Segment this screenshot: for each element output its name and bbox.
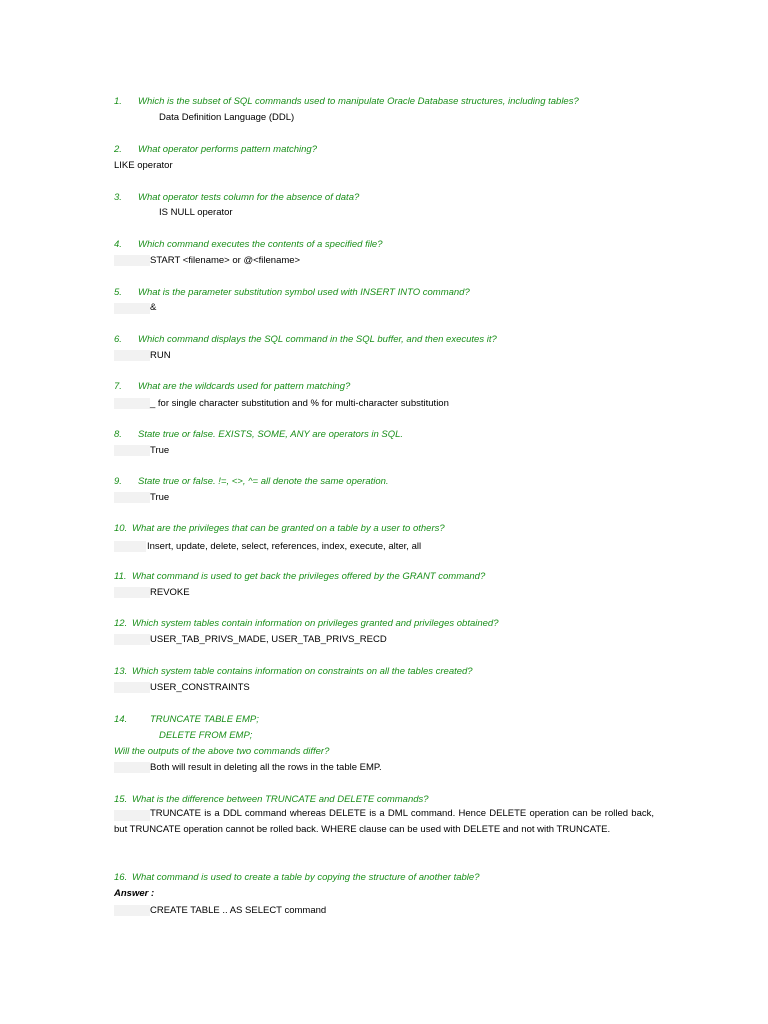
question-15: 15. What is the difference between TRUNCATE and DELETE commands?	[114, 794, 429, 805]
answer-12: USER_TAB_PRIVS_MADE, USER_TAB_PRIVS_RECD	[150, 634, 387, 645]
answer-10: Insert, update, delete, select, references, index, execute, alter, all	[147, 541, 422, 552]
shaded-indent	[114, 303, 150, 314]
question-1: 1. Which is the subset of SQL commands used to manipulate Oracle Database structures, including tables?	[114, 96, 579, 107]
question-16: 16. What command is used to create a table by copying the structure of another table?	[114, 872, 480, 883]
answer-1: Data Definition Language (DDL)	[159, 112, 295, 123]
answer-6: RUN	[150, 350, 171, 361]
answer-13: USER_CONSTRAINTS	[150, 682, 250, 693]
answer-4: START <filename> or @<filename>	[150, 255, 301, 266]
question-8: 8. State true or false. EXISTS, SOME, ANY are operators in SQL.	[114, 429, 404, 440]
answer-label: Answer :	[114, 888, 155, 899]
question-14: Will the outputs of the above two commands differ?	[114, 746, 330, 757]
shaded-indent	[114, 762, 150, 773]
answer-14: Both will result in deleting all the rows in the table EMP.	[150, 762, 382, 773]
question-11: 11. What command is used to get back the privileges offered by the GRANT command?	[114, 571, 486, 582]
answer-2: LIKE operator	[114, 160, 173, 171]
shaded-indent	[114, 634, 150, 645]
question-12: 12. Which system tables contain information on privileges granted and privileges obtained?	[114, 618, 499, 629]
question-10: 10. What are the privileges that can be granted on a table by a user to others?	[114, 523, 445, 534]
question-14-number: 14.	[114, 714, 128, 725]
question-9: 9. State true or false. !=, <>, ^= all denote the same operation.	[114, 476, 389, 487]
answer-5: &	[150, 302, 157, 313]
question-14-statement-2: DELETE FROM EMP;	[159, 730, 253, 741]
question-6: 6. Which command displays the SQL command in the SQL buffer, and then executes it?	[114, 334, 497, 345]
shaded-indent	[114, 587, 150, 598]
answer-7: _ for single character substitution and % for multi-character substitution	[150, 398, 449, 409]
question-14-statement-1: TRUNCATE TABLE EMP;	[150, 714, 259, 725]
shaded-indent	[114, 445, 150, 456]
answer-9: True	[150, 492, 170, 503]
shaded-indent	[114, 541, 146, 552]
shaded-indent	[114, 682, 150, 693]
question-4: 4. Which command executes the contents of a specified file?	[114, 239, 383, 250]
shaded-indent	[114, 398, 150, 409]
question-5: 5. What is the parameter substitution symbol used with INSERT INTO command?	[114, 287, 470, 298]
answer-3: IS NULL operator	[159, 207, 233, 218]
shaded-indent	[114, 255, 150, 266]
question-7: 7. What are the wildcards used for pattern matching?	[114, 381, 351, 392]
question-3: 3. What operator tests column for the absence of data?	[114, 192, 360, 203]
answer-8: True	[150, 445, 170, 456]
question-2: 2. What operator performs pattern matching?	[114, 144, 318, 155]
answer-16: CREATE TABLE .. AS SELECT command	[150, 905, 327, 916]
shaded-indent	[114, 905, 150, 916]
shaded-indent	[114, 350, 150, 361]
shaded-indent	[114, 492, 150, 503]
question-13: 13. Which system table contains information on constraints on all the tables created?	[114, 666, 473, 677]
answer-11: REVOKE	[150, 587, 190, 598]
answer-15: TRUNCATE is a DDL command whereas DELETE is a DML command. Hence DELETE operation can be rolled back, but TRUNCATE operation cannot be rolled back. WHERE clause can be used with DELETE and not with TRUNCATE.	[114, 808, 654, 835]
